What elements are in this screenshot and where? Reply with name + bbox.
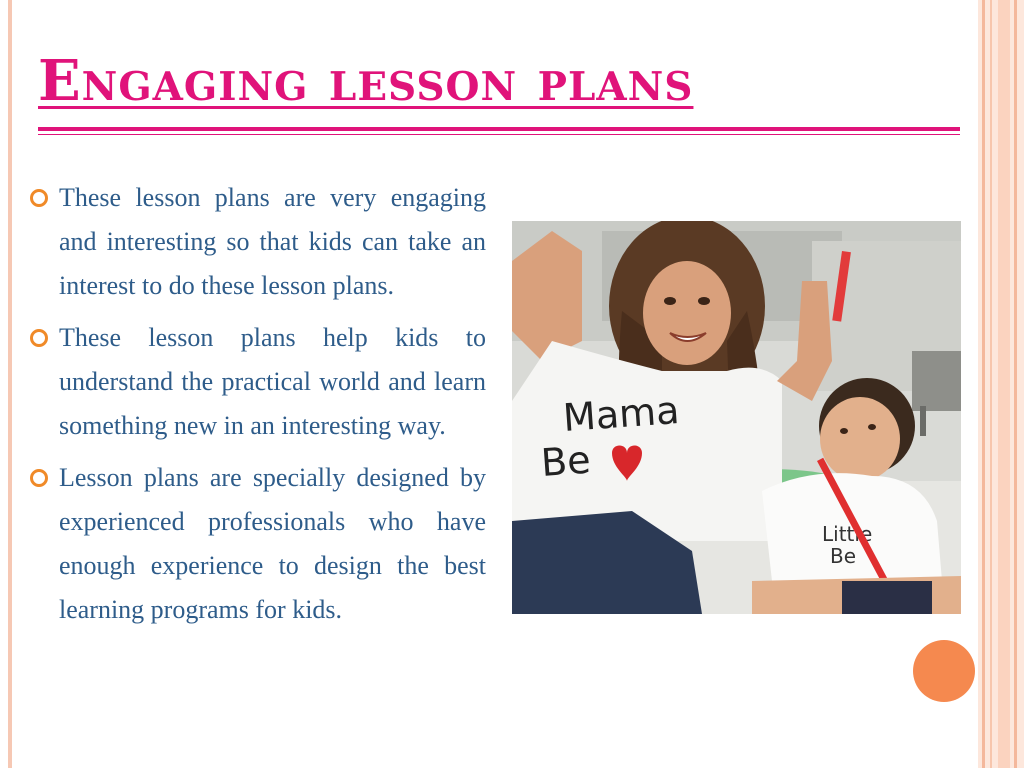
mother-child-photo <box>512 221 961 614</box>
bullet-item <box>30 316 486 448</box>
svg-text:Little: Little <box>822 522 873 546</box>
bullet-text: Lesson plans are specially designed by experienced professionals who have enough experience to design the best learning programs for kids. <box>59 463 486 624</box>
bullet-item <box>30 456 486 632</box>
title-rule-thick <box>38 127 960 131</box>
title-rule-thin <box>38 134 960 135</box>
right-decorative-stripes <box>978 0 1024 768</box>
slide-title: Engaging lesson plans <box>38 48 694 114</box>
bullet-list <box>30 176 486 632</box>
bullet-icon <box>30 469 48 487</box>
accent-circle <box>913 640 975 702</box>
svg-text:Be: Be <box>539 437 592 485</box>
bullet-text: These lesson plans help kids to understand the practical world and learn something new in an interesting way. <box>59 323 486 440</box>
bullet-text: These lesson plans are very engaging and interesting so that kids can take an interest to do these lesson plans. <box>59 183 486 300</box>
left-border <box>8 0 12 768</box>
bullet-icon <box>30 189 48 207</box>
bullet-icon <box>30 329 48 347</box>
svg-text:Be: Be <box>830 544 857 568</box>
svg-text:Mama: Mama <box>561 387 681 440</box>
bullet-item <box>30 176 486 308</box>
